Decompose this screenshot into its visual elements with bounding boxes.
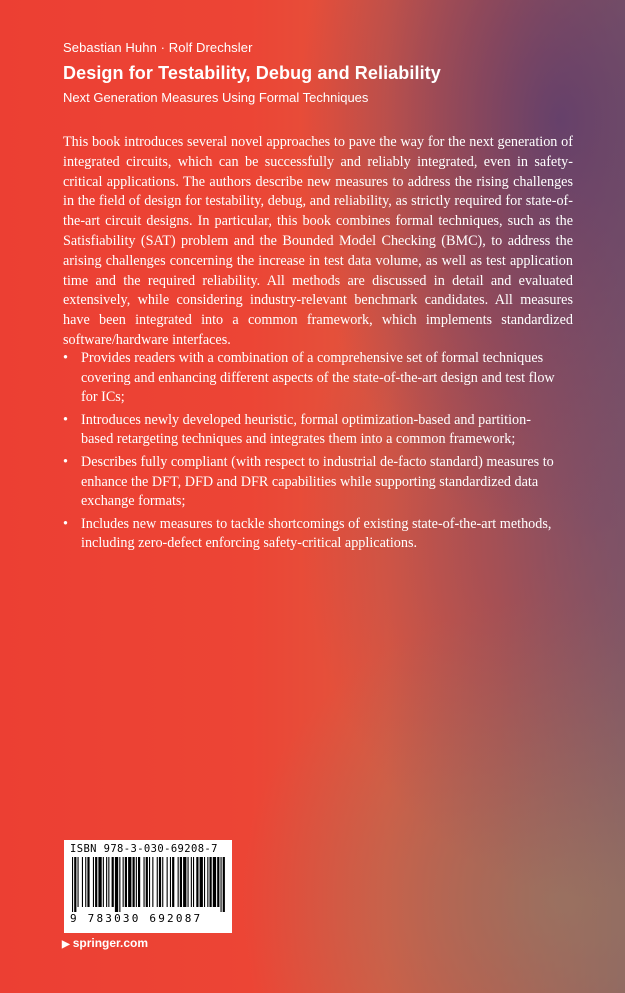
feature-item-text: Includes new measures to tackle shortcomings of existing state-of-the-art methods, including zero-defect enforcing safety-critical applications.: [81, 515, 552, 552]
cover-header: [63, 40, 441, 105]
feature-item-text: Describes fully compliant (with respect to industrial de-facto standard) measures to enhance the DFT, DFD and DFR capabilities while supporting standardized data exchange formats;: [81, 453, 554, 510]
feature-item: [63, 349, 563, 408]
feature-item: [63, 515, 563, 554]
description-text: This book introduces several novel approaches to pave the way for the next generation of integrated circuits, which can be successfully and reliably integrated, even in safety-critical applications. The authors describe new measures to address the rising challenges in the field of design for testability, debug, and reliability, as strictly required for state-of-the-art circuit designs. In particular, this book combines formal techniques, such as the Satisfiability (SAT) problem and the Bounded Model Checking (BMC), to address the arising challenges concerning the increase in test data volume, as well as test application time and the required reliability. All methods are discussed in detail and evaluated extensively, while considering industry-relevant benchmark candidates. All measures have been integrated into a common framework, which implements standardized software/hardware interfaces.: [63, 134, 573, 348]
barcode-digits: 9 783030 692087: [70, 912, 203, 925]
feature-item-text: Provides readers with a combination of a comprehensive set of formal techniques covering and enhancing different aspects of the state-of-the-art design and test flow for ICs;: [81, 350, 555, 406]
arrow-right-icon: ▶: [62, 939, 70, 950]
feature-item: [63, 453, 563, 512]
feature-item: [63, 411, 563, 450]
bullet-icon: •: [63, 515, 68, 532]
feature-list: [63, 349, 563, 557]
book-title: Design for Testability, Debug and Reliability: [63, 63, 441, 83]
book-subtitle: Next Generation Measures Using Formal Techniques: [63, 90, 369, 105]
barcode-icon: [70, 857, 226, 912]
authors: Sebastian Huhn · Rolf Drechsler: [63, 40, 253, 55]
bullet-icon: •: [63, 411, 68, 428]
publisher-url: springer.com: [72, 936, 149, 950]
publisher-link[interactable]: [62, 936, 148, 950]
bullet-icon: •: [63, 453, 68, 470]
isbn-label: ISBN 978-3-030-69208-7: [70, 843, 218, 855]
bullet-icon: •: [63, 350, 68, 366]
feature-item-text: Introduces newly developed heuristic, formal optimization-based and partition-based retargeting techniques and integrates them into a common framework;: [81, 411, 531, 448]
isbn-barcode: [64, 840, 232, 933]
